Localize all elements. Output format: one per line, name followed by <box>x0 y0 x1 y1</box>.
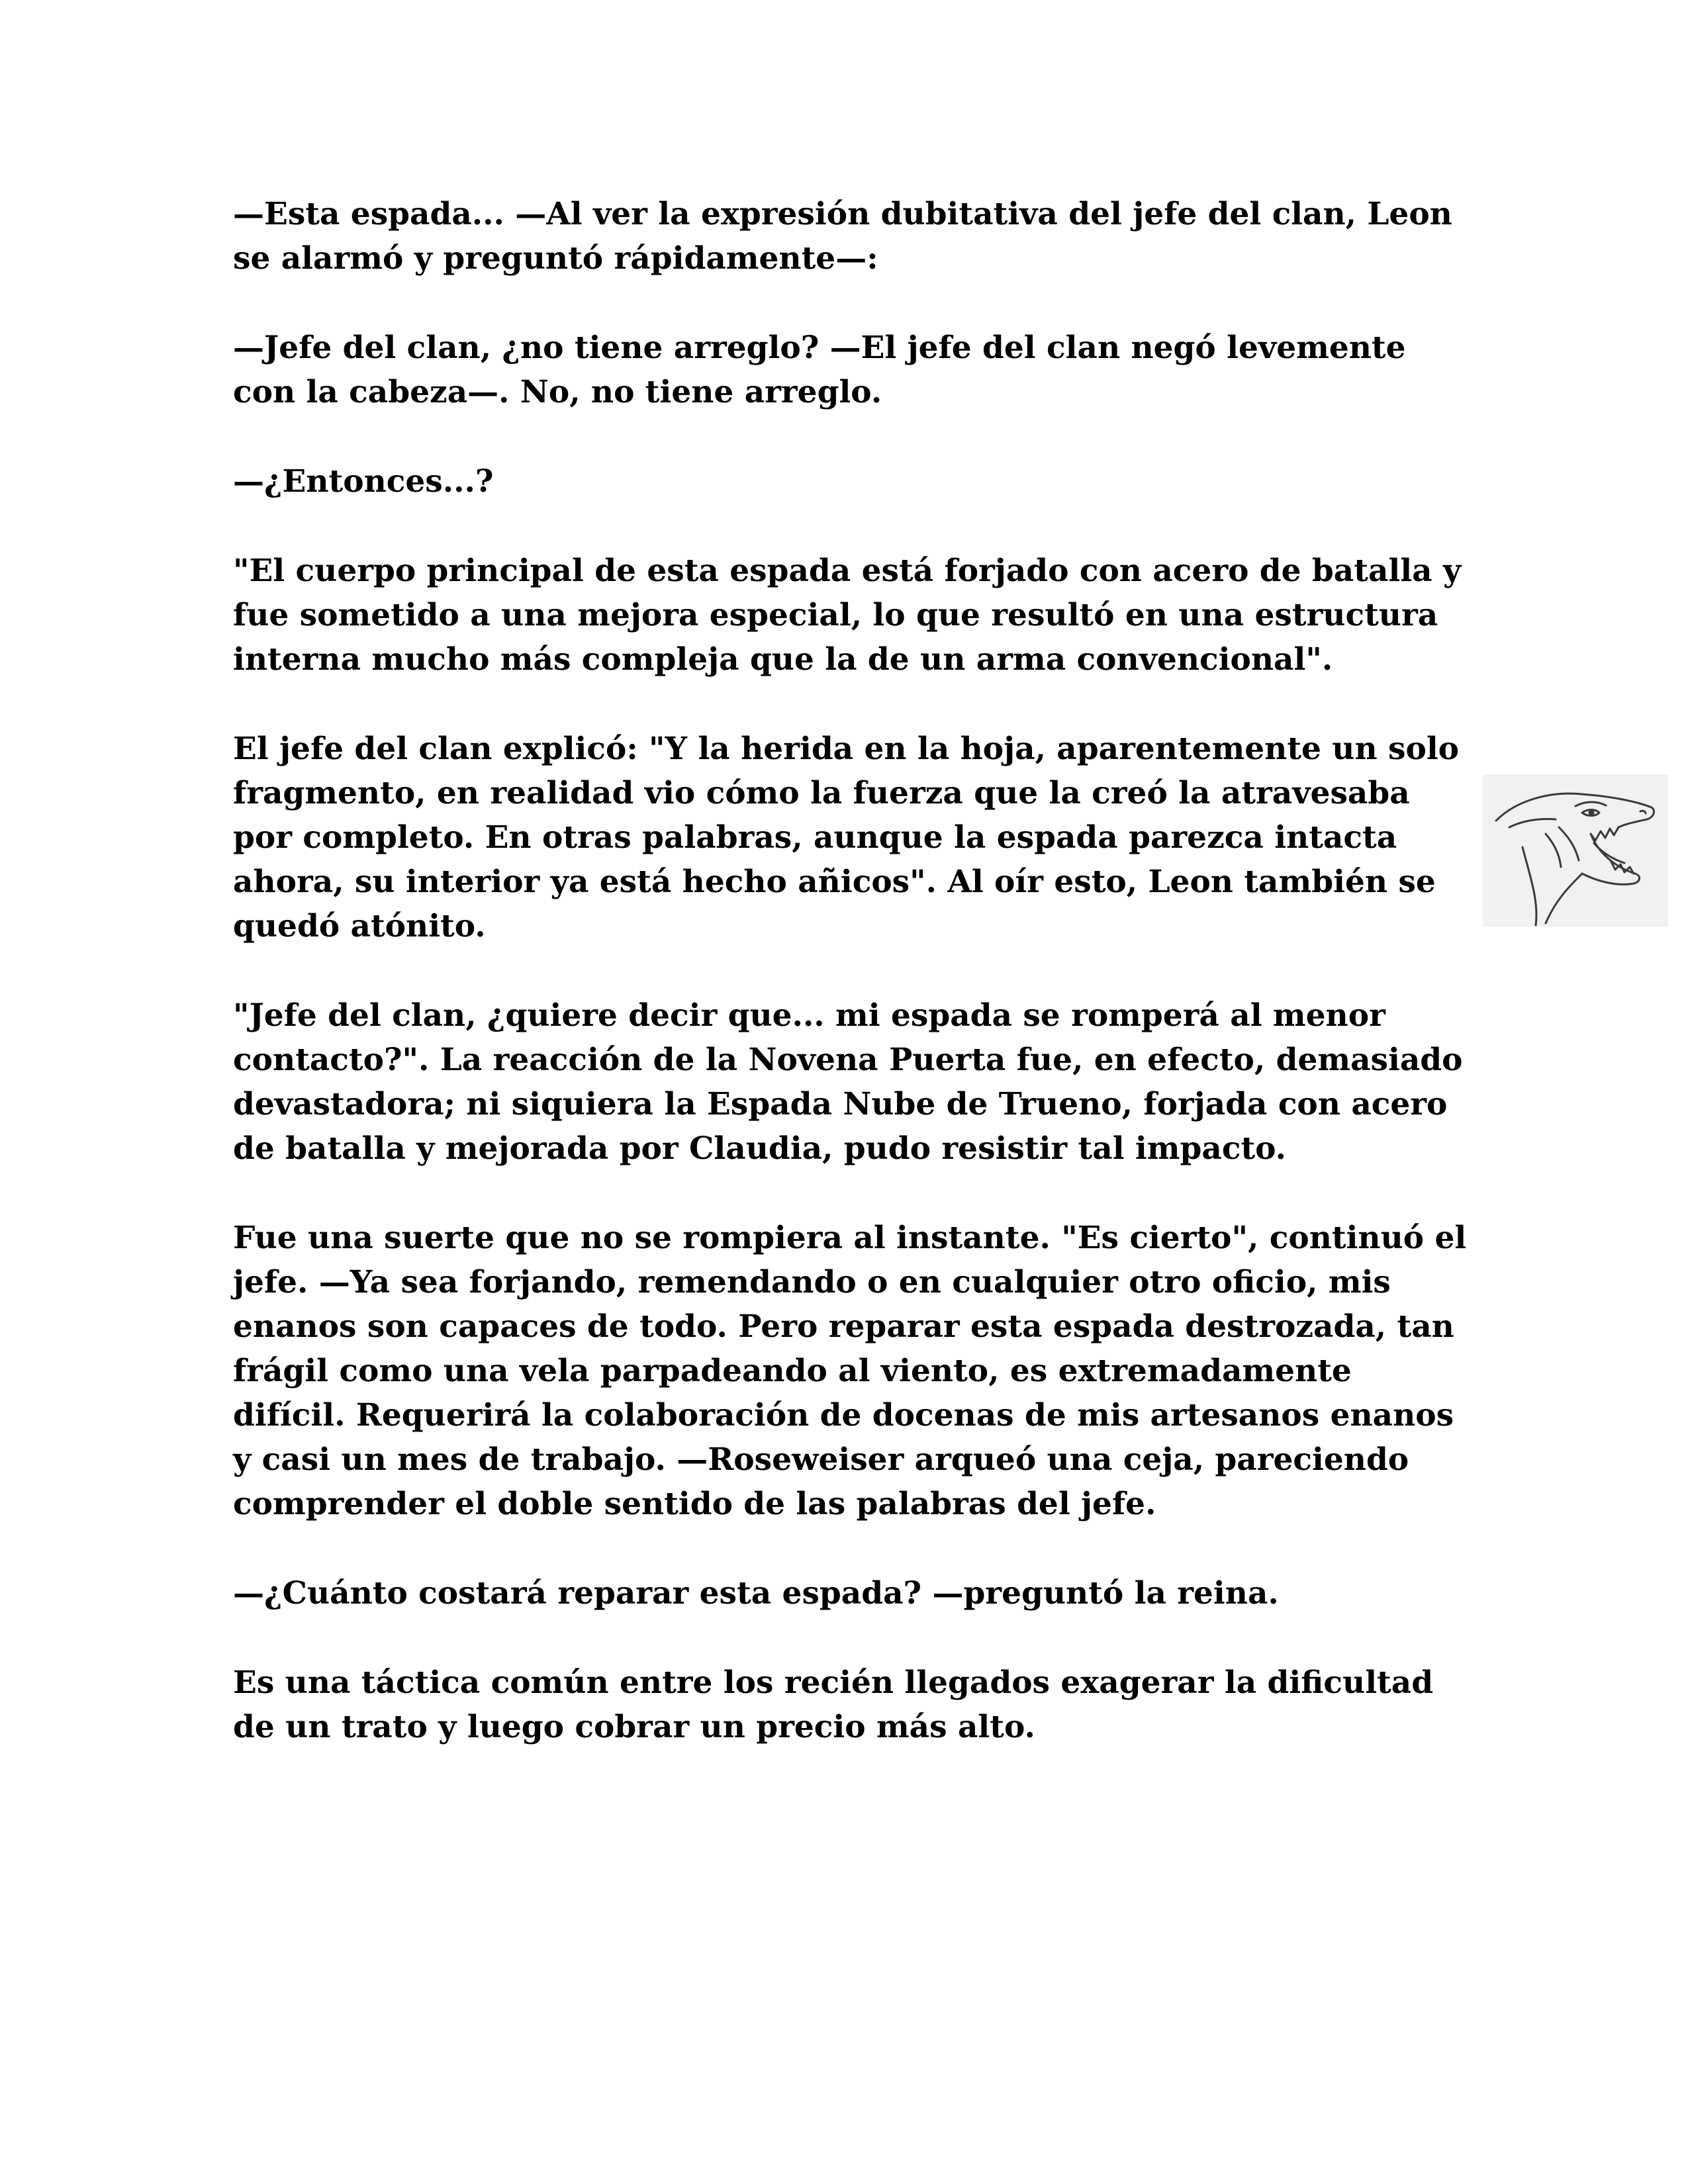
paragraph-7: Fue una suerte que no se rompiera al instante. "Es cierto", continuó el jefe. —Ya sea forjando, remendando o en cualquier otro oficio, mis enanos son capaces de todo. Pero reparar esta espada destrozada, tan frágil como una vela parpadeando al viento, es extremadamente difícil. Requerirá la colaboración de docenas de mis artesanos enanos y casi un mes de trabajo. —Roseweiser arqueó una ceja, pareciendo comprender el doble sentido de las palabras del jefe. <box>233 1220 1467 1522</box>
dinosaur-head-icon <box>1483 774 1668 927</box>
paragraph-9: Es una táctica común entre los recién llegados exagerar la dificultad de un trato y luego cobrar un precio más alto. <box>233 1664 1434 1745</box>
paragraph-1: —Esta espada... —Al ver la expresión dubitativa del jefe del clan, Leon se alarmó y preguntó rápidamente—: <box>233 196 1452 277</box>
paragraph-5: El jefe del clan explicó: "Y la herida en la hoja, aparentemente un solo fragmento, en realidad vio cómo la fuerza que la creó la atravesaba por completo. En otras palabras, aunque la espada parezca intacta ahora, su interior ya está hecho añicos". Al oír esto, Leon también se quedó atónito. <box>233 731 1460 944</box>
document-body <box>233 192 1471 1794</box>
paragraph-4: "El cuerpo principal de esta espada está forjado con acero de batalla y fue sometido a una mejora especial, lo que resultó en una estructura interna mucho más compleja que la de un arma convencional". <box>233 553 1462 678</box>
paragraph-8: —¿Cuánto costará reparar esta espada? —preguntó la reina. <box>233 1575 1279 1612</box>
paragraph-6: "Jefe del clan, ¿quiere decir que... mi espada se romperá al menor contacto?". La reacción de la Novena Puerta fue, en efecto, demasiado devastadora; ni siquiera la Espada Nube de Trueno, forjada con acero de batalla y mejorada por Claudia, pudo resistir tal impacto. <box>233 997 1463 1167</box>
paragraph-2: —Jefe del clan, ¿no tiene arreglo? —El jefe del clan negó levemente con la cabeza—. No, no tiene arreglo. <box>233 330 1406 410</box>
paragraph-3: —¿Entonces...? <box>233 463 494 500</box>
